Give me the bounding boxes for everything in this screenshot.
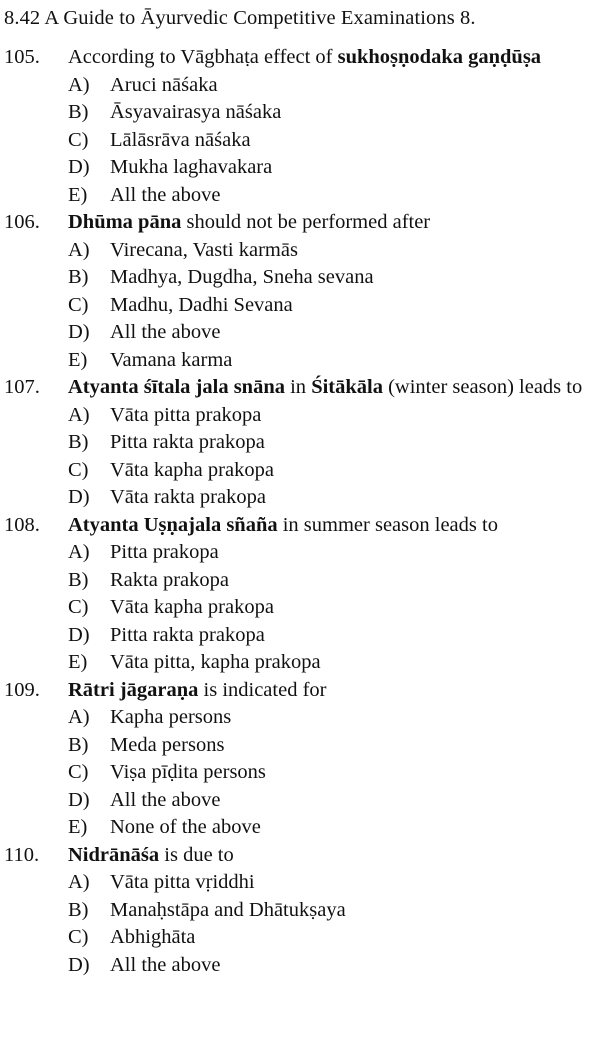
option-letter: C)	[68, 128, 89, 151]
option-letter: E)	[68, 183, 88, 206]
question-text	[68, 374, 598, 402]
option-letter: D)	[68, 156, 90, 178]
option-text: Manaḥstāpa and Dhātukṣaya	[110, 898, 346, 921]
option-letter: B)	[68, 568, 89, 591]
question-text-part: in summer season leads to	[277, 513, 498, 536]
option-text: Viṣa pīḍita persons	[110, 761, 266, 783]
option-text: Madhu, Dadhi Sevana	[110, 293, 293, 316]
option-item	[0, 924, 600, 952]
option-letter: E)	[68, 348, 88, 371]
question-term-bold: Rātri jāgaraṇa	[68, 678, 199, 701]
option-letter: E)	[68, 816, 88, 838]
option-item	[0, 429, 600, 457]
option-letter: A)	[68, 403, 90, 426]
option-item	[0, 759, 600, 787]
option-item	[0, 649, 600, 677]
question-text-part: in	[284, 376, 312, 398]
option-item	[0, 154, 600, 182]
option-text: Rakta prakopa	[110, 568, 229, 591]
option-text: All the above	[110, 788, 221, 811]
option-letter: A)	[68, 541, 90, 563]
option-item	[0, 952, 600, 980]
question-text-part: (winter season) leads to	[382, 376, 583, 398]
option-text: Āsyavairasya nāśaka	[110, 101, 282, 123]
option-item	[0, 704, 600, 732]
option-item	[0, 292, 600, 320]
option-item	[0, 264, 600, 292]
option-letter: B)	[68, 101, 89, 123]
question-text	[68, 842, 598, 870]
option-text: Vāta kapha prakopa	[110, 458, 274, 481]
question-number: 110.	[4, 843, 40, 866]
option-letter: B)	[68, 733, 89, 756]
option-item	[0, 732, 600, 760]
option-letter: D)	[68, 788, 90, 811]
option-text: Abhighāta	[110, 926, 196, 948]
question-text-part: According to Vāgbhaṭa effect of	[68, 46, 338, 68]
option-item	[0, 484, 600, 512]
option-text: Madhya, Dugdha, Sneha sevana	[110, 266, 374, 288]
option-letter: C)	[68, 761, 89, 783]
option-text: Vamana karma	[110, 348, 233, 371]
question-text-part: should not be performed after	[181, 211, 431, 233]
option-item	[0, 402, 600, 430]
option-item	[0, 182, 600, 210]
option-letter: A)	[68, 706, 90, 728]
question-105	[0, 44, 600, 209]
question-term-bold: Dhūma pāna	[68, 211, 182, 233]
question-number: 107.	[4, 376, 40, 398]
option-item	[0, 787, 600, 815]
option-text: Pitta rakta prakopa	[110, 431, 265, 453]
option-item	[0, 72, 600, 100]
option-letter: B)	[68, 898, 89, 921]
question-number: 108.	[4, 513, 40, 536]
question-106	[0, 209, 600, 374]
option-letter: C)	[68, 596, 89, 618]
option-item	[0, 319, 600, 347]
option-text: Lālāsrāva nāśaka	[110, 128, 251, 151]
question-number: 106.	[4, 211, 40, 233]
option-text: Pitta prakopa	[110, 541, 219, 563]
question-110	[0, 842, 600, 980]
option-text: All the above	[110, 953, 221, 976]
option-item	[0, 127, 600, 155]
option-text: None of the above	[110, 816, 261, 838]
option-text: Mukha laghavakara	[110, 156, 273, 178]
option-letter: D)	[68, 623, 90, 646]
option-item	[0, 539, 600, 567]
option-item	[0, 567, 600, 595]
option-item	[0, 814, 600, 842]
option-letter: E)	[68, 651, 88, 673]
option-letter: C)	[68, 293, 89, 316]
option-item	[0, 869, 600, 897]
option-item	[0, 897, 600, 925]
option-letter: A)	[68, 73, 90, 96]
option-letter: B)	[68, 431, 89, 453]
question-text-part: is due to	[159, 843, 234, 866]
option-letter: B)	[68, 266, 89, 288]
question-text	[68, 44, 598, 72]
option-text: All the above	[110, 183, 221, 206]
question-text	[68, 209, 598, 237]
question-108	[0, 512, 600, 677]
option-item	[0, 594, 600, 622]
option-item	[0, 237, 600, 265]
option-item	[0, 99, 600, 127]
option-letter: D)	[68, 321, 90, 343]
option-text: Vāta pitta prakopa	[110, 403, 262, 426]
option-text: Virecana, Vasti karmās	[110, 238, 298, 261]
option-letter: C)	[68, 458, 89, 481]
option-text: Meda persons	[110, 733, 225, 756]
option-item	[0, 622, 600, 650]
page-header: 8.42 A Guide to Āyurvedic Competitive Examinations 8.	[4, 7, 476, 29]
option-letter: D)	[68, 953, 90, 976]
option-text: Vāta pitta, kapha prakopa	[110, 651, 321, 673]
option-letter: A)	[68, 238, 90, 261]
option-letter: A)	[68, 871, 90, 893]
question-number: 105.	[4, 46, 40, 68]
option-letter: C)	[68, 926, 89, 948]
option-text: Vāta kapha prakopa	[110, 596, 274, 618]
question-text-part: is indicated for	[198, 678, 327, 701]
question-number: 109.	[4, 678, 40, 701]
option-item	[0, 347, 600, 375]
option-text: Aruci nāśaka	[110, 73, 218, 96]
option-item	[0, 457, 600, 485]
question-term-bold: Śitākāla	[311, 376, 383, 398]
option-text: Kapha persons	[110, 706, 232, 728]
question-term-bold: Atyanta Uṣṇajala sñaña	[68, 513, 278, 536]
question-text	[68, 677, 598, 705]
option-text: Pitta rakta prakopa	[110, 623, 265, 646]
option-text: All the above	[110, 321, 221, 343]
option-letter: D)	[68, 486, 90, 508]
question-term-bold: Nidrānāśa	[68, 843, 160, 866]
question-107	[0, 374, 600, 512]
option-text: Vāta pitta vṛiddhi	[110, 871, 255, 893]
question-term-bold: sukhoṣṇodaka gaṇḍūṣa	[337, 46, 542, 68]
question-109	[0, 677, 600, 842]
option-text: Vāta rakta prakopa	[110, 486, 266, 508]
question-text	[68, 512, 598, 540]
question-list	[0, 44, 600, 979]
question-term-bold: Atyanta śītala jala snāna	[68, 376, 285, 398]
